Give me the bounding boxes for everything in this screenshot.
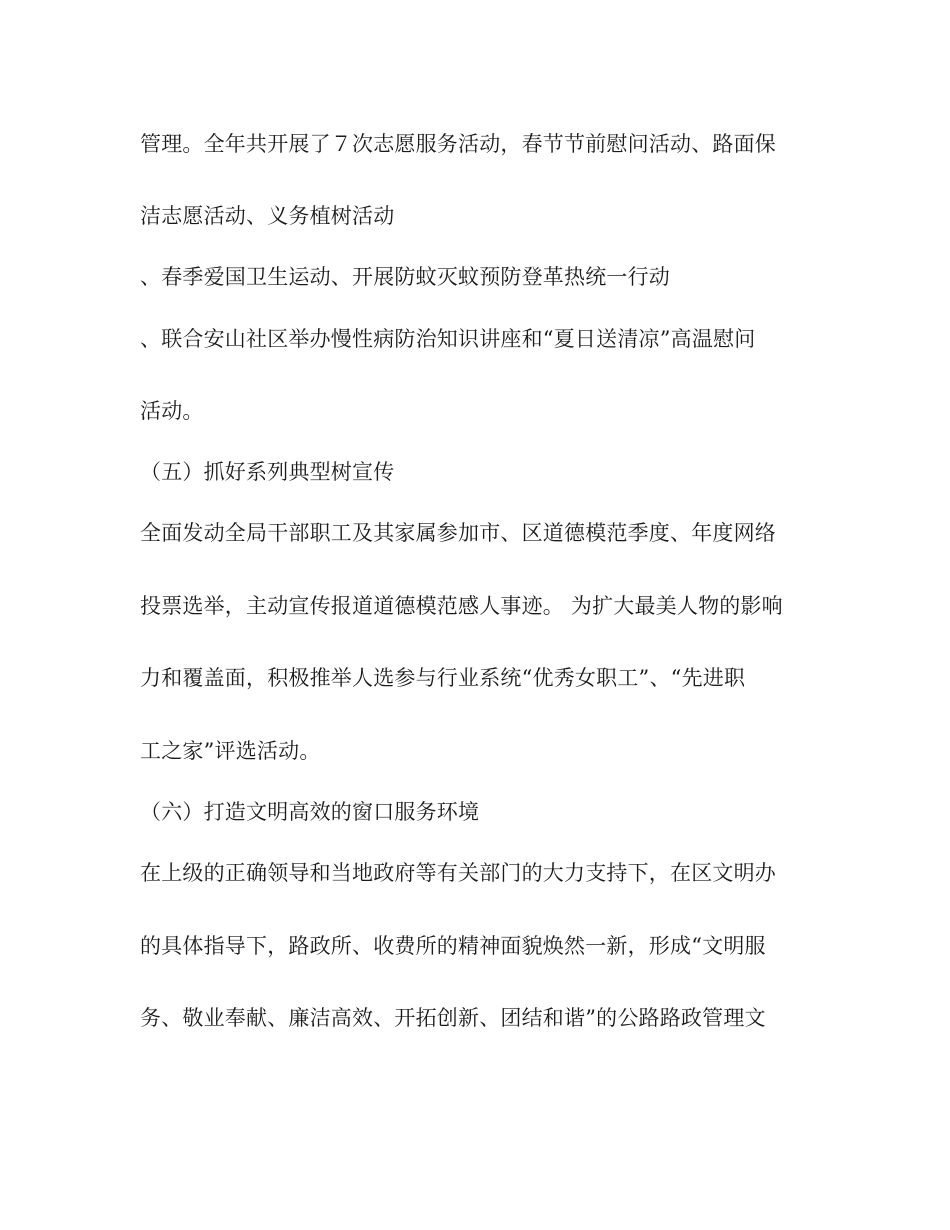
paragraph-line: 、联合安山社区举办慢性病防治知识讲座和“夏日送清凉”高温慰问 (140, 327, 756, 351)
paragraph-line: 工之家”评选活动。 (140, 739, 321, 763)
paragraph-line: 洁志愿活动、义务植树活动 (140, 204, 395, 228)
section-heading-5: （五）抓好系列典型树宣传 (140, 460, 395, 484)
paragraph-line: 全面发动全局干部职工及其家属参加市、区道德模范季度、年度网络 (140, 521, 776, 545)
section-heading-6: （六）打造文明高效的窗口服务环境 (140, 800, 480, 824)
paragraph-line: 活动。 (140, 399, 204, 423)
paragraph-line: 力和覆盖面，积极推举人选参与行业系统“优秀女职工”、“先进职 (140, 666, 746, 690)
paragraph-line: 的具体指导下，路政所、收费所的精神面貌焕然一新，形成“文明服 (140, 934, 766, 958)
paragraph-line: 管理。全年共开展了７次志愿服务活动，春节节前慰问活动、路面保 (140, 132, 776, 156)
paragraph-line: 在上级的正确领导和当地政府等有关部门的大力支持下，在区文明办 (140, 861, 776, 885)
paragraph-line: 务、敬业奉献、廉洁高效、开拓创新、团结和谐”的公路路政管理文 (140, 1006, 766, 1030)
paragraph-line: 、春季爱国卫生运动、开展防蚊灭蚊预防登革热统一行动 (140, 265, 670, 289)
paragraph-line: 投票选举，主动宣传报道道德模范感人事迹。 为扩大最美人物的影响 (140, 594, 783, 618)
